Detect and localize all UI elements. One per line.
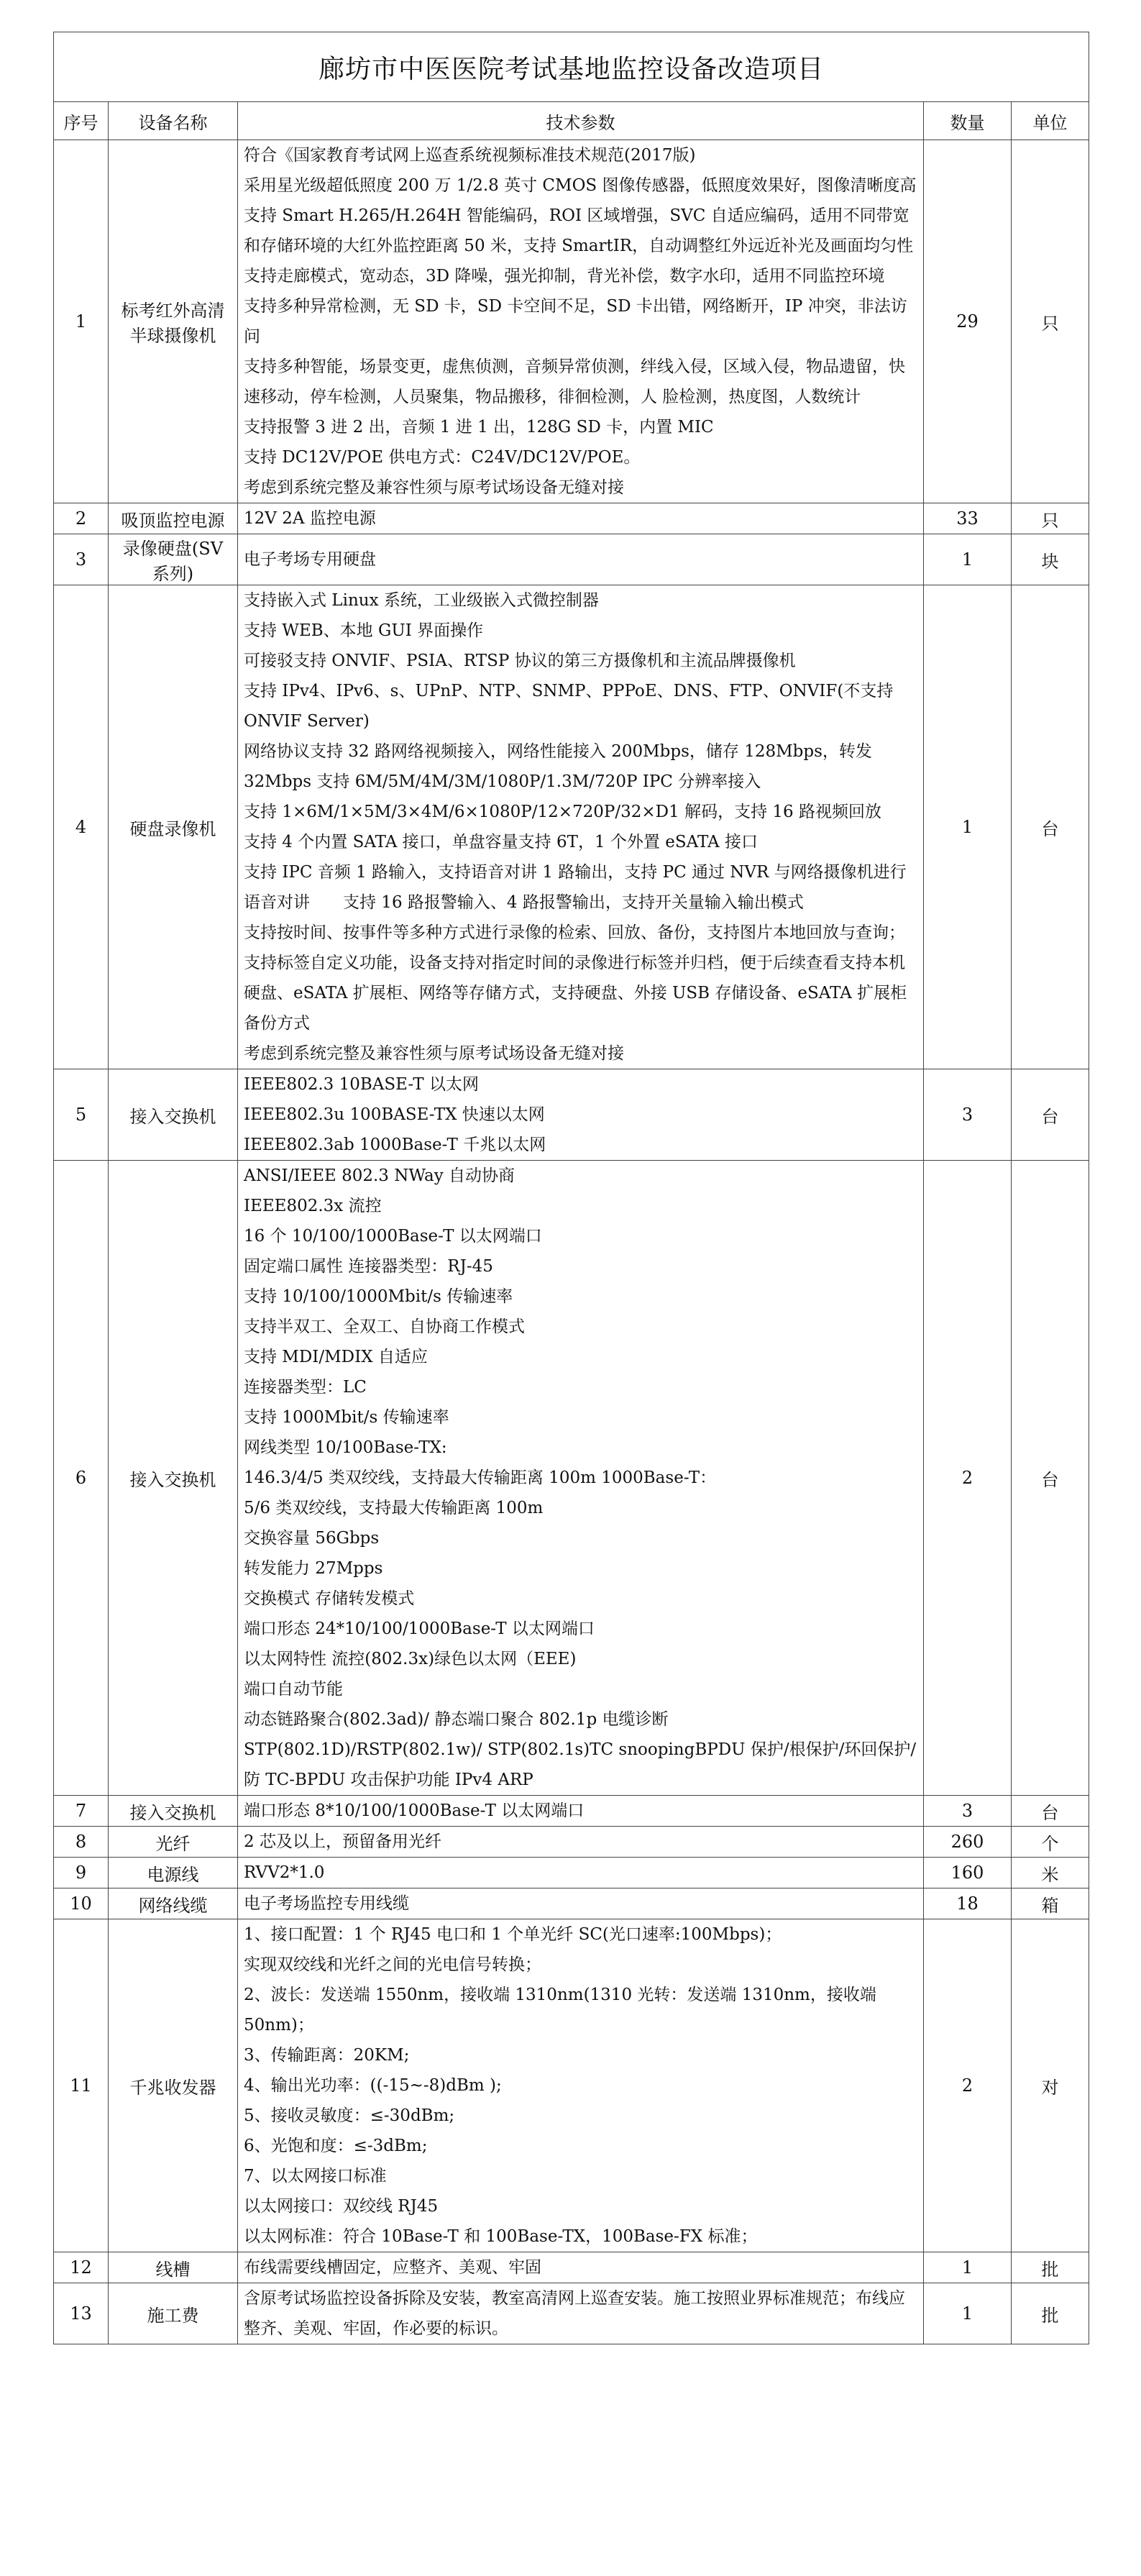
technical-params <box>238 2283 924 2344</box>
equipment-name: 吸顶监控电源 <box>109 503 238 534</box>
param-line: 交换容量 56Gbps <box>244 1529 380 1548</box>
row-number: 9 <box>54 1858 109 1888</box>
row-number: 8 <box>54 1827 109 1858</box>
table-row <box>54 140 1089 503</box>
param-line: RVV2*1.0 <box>244 1863 325 1882</box>
param-line: 支持 DC12V/POE 供电方式：C24V/DC12V/POE。 <box>244 448 641 467</box>
unit: 箱 <box>1012 1888 1089 1919</box>
table-row <box>54 1858 1089 1888</box>
param-line: 端口形态 24*10/100/1000Base-T 以太网端口 <box>244 1620 595 1638</box>
param-line: 电子考场监控专用线缆 <box>244 1894 409 1913</box>
table-row <box>54 2252 1089 2283</box>
param-line: IEEE802.3ab 1000Base-T 千兆以太网 <box>244 1136 546 1154</box>
param-line: 端口自动节能 <box>244 1680 343 1699</box>
param-line: 6、光饱和度：≤-3dBm; <box>244 2137 428 2155</box>
table-row <box>54 1069 1089 1161</box>
param-line: 支持 IPC 音频 1 路输入，支持语音对讲 1 路输出，支持 PC 通过 NVR 与网络摄像机进行语音对讲 支持 16 路报警输入、4 路报警输出，支持开关量输入输出模式 <box>244 863 907 912</box>
quantity: 2 <box>924 1919 1012 2252</box>
table-row <box>54 1919 1089 2252</box>
param-line: 支持 1×6M/1×5M/3×4M/6×1080P/12×720P/32×D1 解码，支持 16 路视频回放 <box>244 803 881 821</box>
technical-params <box>238 1161 924 1796</box>
document-page <box>53 32 1089 2344</box>
param-line: 1、接口配置：1 个 RJ45 电口和 1 个单光纤 SC(光口速率:100Mbps)； <box>244 1925 782 1944</box>
quantity: 3 <box>924 1796 1012 1827</box>
param-line: IEEE802.3 10BASE-T 以太网 <box>244 1075 479 1094</box>
param-line: 固定端口属性 连接器类型：RJ-45 <box>244 1257 493 1276</box>
row-number: 10 <box>54 1888 109 1919</box>
unit: 个 <box>1012 1827 1089 1858</box>
unit: 只 <box>1012 140 1089 503</box>
param-line: 支持 10/100/1000Mbit/s 传输速率 <box>244 1287 513 1306</box>
quantity: 1 <box>924 585 1012 1069</box>
technical-params <box>238 503 924 534</box>
param-line: 以太网接口：双绞线 RJ45 <box>244 2197 439 2216</box>
unit: 台 <box>1012 585 1089 1069</box>
table-row <box>54 1161 1089 1796</box>
quantity: 2 <box>924 1161 1012 1796</box>
param-line: 转发能力 27Mpps <box>244 1559 383 1578</box>
row-number: 12 <box>54 2252 109 2283</box>
param-line: 支持 WEB、本地 GUI 界面操作 <box>244 621 484 640</box>
technical-params <box>238 2252 924 2283</box>
row-number: 6 <box>54 1161 109 1796</box>
technical-params <box>238 1827 924 1858</box>
header-qty: 数量 <box>924 102 1012 140</box>
param-line: 5/6 类双绞线，支持最大传输距离 100m <box>244 1499 544 1517</box>
row-number: 5 <box>54 1069 109 1161</box>
technical-params <box>238 1069 924 1161</box>
param-line: 4、输出光功率：((-15~-8)dBm ); <box>244 2076 502 2095</box>
quantity: 33 <box>924 503 1012 534</box>
quantity: 3 <box>924 1069 1012 1161</box>
param-line: 连接器类型：LC <box>244 1378 367 1397</box>
param-line: 支持半双工、全双工、自协商工作模式 <box>244 1317 525 1336</box>
row-number: 7 <box>54 1796 109 1827</box>
param-line: 2、波长：发送端 1550nm，接收端 1310nm(1310 光转：发送端 1310nm，接收端 50nm)； <box>244 1986 876 2034</box>
quantity: 160 <box>924 1858 1012 1888</box>
param-line: 电子考场专用硬盘 <box>244 550 376 569</box>
param-line: 支持多种智能，场景变更，虚焦侦测，音频异常侦测，绊线入侵，区域入侵，物品遗留，快速移动，停车检测，人员聚集，物品搬移，徘徊检测，人 脸检测，热度图，人数统计 <box>244 357 905 406</box>
param-line: 含原考试场监控设备拆除及安装，教室高清网上巡查安装。施工按照业界标准规范；布线应整齐、美观、牢固，作必要的标识。 <box>244 2289 905 2338</box>
technical-params <box>238 1796 924 1827</box>
param-line: 支持多种异常检测，无 SD 卡，SD 卡空间不足，SD 卡出错，网络断开，IP 冲突，非法访问 <box>244 297 907 346</box>
param-line: IEEE802.3u 100BASE-TX 快速以太网 <box>244 1105 545 1124</box>
param-line: 以太网标准：符合 10Base-T 和 100Base-TX，100Base-FX 标准； <box>244 2227 758 2246</box>
param-line: 动态链路聚合(802.3ad)/ 静态端口聚合 802.1p 电缆诊断 <box>244 1710 669 1729</box>
equipment-name: 硬盘录像机 <box>109 585 238 1069</box>
quantity: 29 <box>924 140 1012 503</box>
row-number: 11 <box>54 1919 109 2252</box>
param-line: 支持嵌入式 Linux 系统，工业级嵌入式微控制器 <box>244 591 599 610</box>
row-number: 3 <box>54 534 109 585</box>
table-row <box>54 1888 1089 1919</box>
table-row <box>54 1827 1089 1858</box>
param-line: 网络协议支持 32 路网络视频接入，网络性能接入 200Mbps，储存 128Mbps，转发 32Mbps 支持 6M/5M/4M/3M/1080P/1.3M/720P IPC 分辨率接入 <box>244 742 872 791</box>
row-number: 2 <box>54 503 109 534</box>
technical-params <box>238 1858 924 1888</box>
row-number: 1 <box>54 140 109 503</box>
param-line: 支持按时间、按事件等多种方式进行录像的检索、回放、备份，支持图片本地回放与查询； <box>244 923 905 942</box>
param-line: 支持 1000Mbit/s 传输速率 <box>244 1408 449 1427</box>
table-row <box>54 534 1089 585</box>
equipment-name: 网络线缆 <box>109 1888 238 1919</box>
param-line: 2 芯及以上，预留备用光纤 <box>244 1832 441 1851</box>
header-params: 技术参数 <box>238 102 924 140</box>
table-row <box>54 2283 1089 2344</box>
unit: 对 <box>1012 1919 1089 2252</box>
param-line: 支持 IPv4、IPv6、s、UPnP、NTP、SNMP、PPPoE、DNS、FTP、ONVIF(不支持 ONVIF Server) <box>244 682 894 731</box>
param-line: 支持走廊模式，宽动态，3D 降噪，强光抑制，背光补偿，数字水印，适用不同监控环境 <box>244 267 885 286</box>
unit: 米 <box>1012 1858 1089 1888</box>
row-number: 13 <box>54 2283 109 2344</box>
unit: 台 <box>1012 1161 1089 1796</box>
unit: 批 <box>1012 2283 1089 2344</box>
technical-params <box>238 1888 924 1919</box>
param-line: 符合《国家教育考试网上巡查系统视频标准技术规范(2017版) <box>244 146 696 165</box>
unit: 块 <box>1012 534 1089 585</box>
header-unit: 单位 <box>1012 102 1089 140</box>
technical-params <box>238 585 924 1069</box>
param-line: 支持 4 个内置 SATA 接口，单盘容量支持 6T，1 个外置 eSATA 接口 <box>244 833 758 851</box>
param-line: 7、以太网接口标准 <box>244 2167 387 2186</box>
unit: 只 <box>1012 503 1089 534</box>
param-line: 端口形态 8*10/100/1000Base-T 以太网端口 <box>244 1801 585 1820</box>
param-line: 3、传输距离：20KM; <box>244 2046 410 2065</box>
technical-params <box>238 140 924 503</box>
param-line: 实现双绞线和光纤之间的光电信号转换； <box>244 1955 541 1974</box>
quantity: 1 <box>924 2252 1012 2283</box>
unit: 批 <box>1012 2252 1089 2283</box>
equipment-name: 接入交换机 <box>109 1796 238 1827</box>
header-no: 序号 <box>54 102 109 140</box>
unit: 台 <box>1012 1069 1089 1161</box>
param-line: 以太网特性 流控(802.3x)绿色以太网（EEE) <box>244 1650 577 1668</box>
param-line: 146.3/4/5 类双绞线，支持最大传输距离 100m 1000Base-T： <box>244 1469 717 1487</box>
param-line: 16 个 10/100/1000Base-T 以太网端口 <box>244 1227 542 1246</box>
equipment-name: 接入交换机 <box>109 1069 238 1161</box>
param-line: STP(802.1D)/RSTP(802.1w)/ STP(802.1s)TC snoopingBPDU 保护/根保护/环回保护/防 TC-BPDU 攻击保护功能 IPv4 ARP <box>244 1740 917 1789</box>
quantity: 18 <box>924 1888 1012 1919</box>
table-header <box>54 102 1089 140</box>
param-line: IEEE802.3x 流控 <box>244 1197 382 1215</box>
param-line: 考虑到系统完整及兼容性须与原考试场设备无缝对接 <box>244 478 624 497</box>
equipment-name: 电源线 <box>109 1858 238 1888</box>
equipment-name: 施工费 <box>109 2283 238 2344</box>
equipment-table <box>53 32 1089 2344</box>
param-line: 5、接收灵敏度：≤-30dBm; <box>244 2106 455 2125</box>
param-line: 布线需要线槽固定，应整齐、美观、牢固 <box>244 2258 541 2277</box>
equipment-name: 千兆收发器 <box>109 1919 238 2252</box>
param-line: 支持标签自定义功能，设备支持对指定时间的录像进行标签并归档，便于后续查看支持本机硬盘、eSATA 扩展柜、网络等存储方式，支持硬盘、外接 USB 存储设备、eSATA 扩展柜备份方式 <box>244 954 907 1033</box>
param-line: 12V 2A 监控电源 <box>244 509 376 528</box>
row-number: 4 <box>54 585 109 1069</box>
equipment-name: 光纤 <box>109 1827 238 1858</box>
table-row <box>54 1796 1089 1827</box>
technical-params <box>238 1919 924 2252</box>
param-line: 支持 Smart H.265/H.264H 智能编码，ROI 区域增强，SVC 自适应编码，适用不同带宽和存储环境的大红外监控距离 50 米，支持 SmartIR，自动调整红外远近补光及画面均匀性 <box>244 206 914 255</box>
quantity: 1 <box>924 534 1012 585</box>
param-line: ANSI/IEEE 802.3 NWay 自动协商 <box>244 1166 515 1185</box>
quantity: 260 <box>924 1827 1012 1858</box>
table-row <box>54 585 1089 1069</box>
document-title: 廊坊市中医医院考试基地监控设备改造项目 <box>54 32 1089 102</box>
table-body <box>54 140 1089 2344</box>
param-line: 支持 MDI/MDIX 自适应 <box>244 1348 428 1366</box>
table-row <box>54 503 1089 534</box>
equipment-name: 接入交换机 <box>109 1161 238 1796</box>
param-line: 可接驳支持 ONVIF、PSIA、RTSP 协议的第三方摄像机和主流品牌摄像机 <box>244 652 796 670</box>
param-line: 网线类型 10/100Base-TX: <box>244 1438 447 1457</box>
param-line: 采用星光级超低照度 200 万 1/2.8 英寸 CMOS 图像传感器，低照度效果好，图像清晰度高 <box>244 176 917 195</box>
header-name: 设备名称 <box>109 102 238 140</box>
quantity: 1 <box>924 2283 1012 2344</box>
param-line: 考虑到系统完整及兼容性须与原考试场设备无缝对接 <box>244 1044 624 1063</box>
param-line: 交换模式 存储转发模式 <box>244 1589 415 1608</box>
equipment-name: 标考红外高清半球摄像机 <box>109 140 238 503</box>
param-line: 支持报警 3 进 2 出，音频 1 进 1 出，128G SD 卡，内置 MIC <box>244 418 714 437</box>
equipment-name: 线槽 <box>109 2252 238 2283</box>
equipment-name: 录像硬盘(SV系列) <box>109 534 238 585</box>
unit: 台 <box>1012 1796 1089 1827</box>
technical-params <box>238 534 924 585</box>
